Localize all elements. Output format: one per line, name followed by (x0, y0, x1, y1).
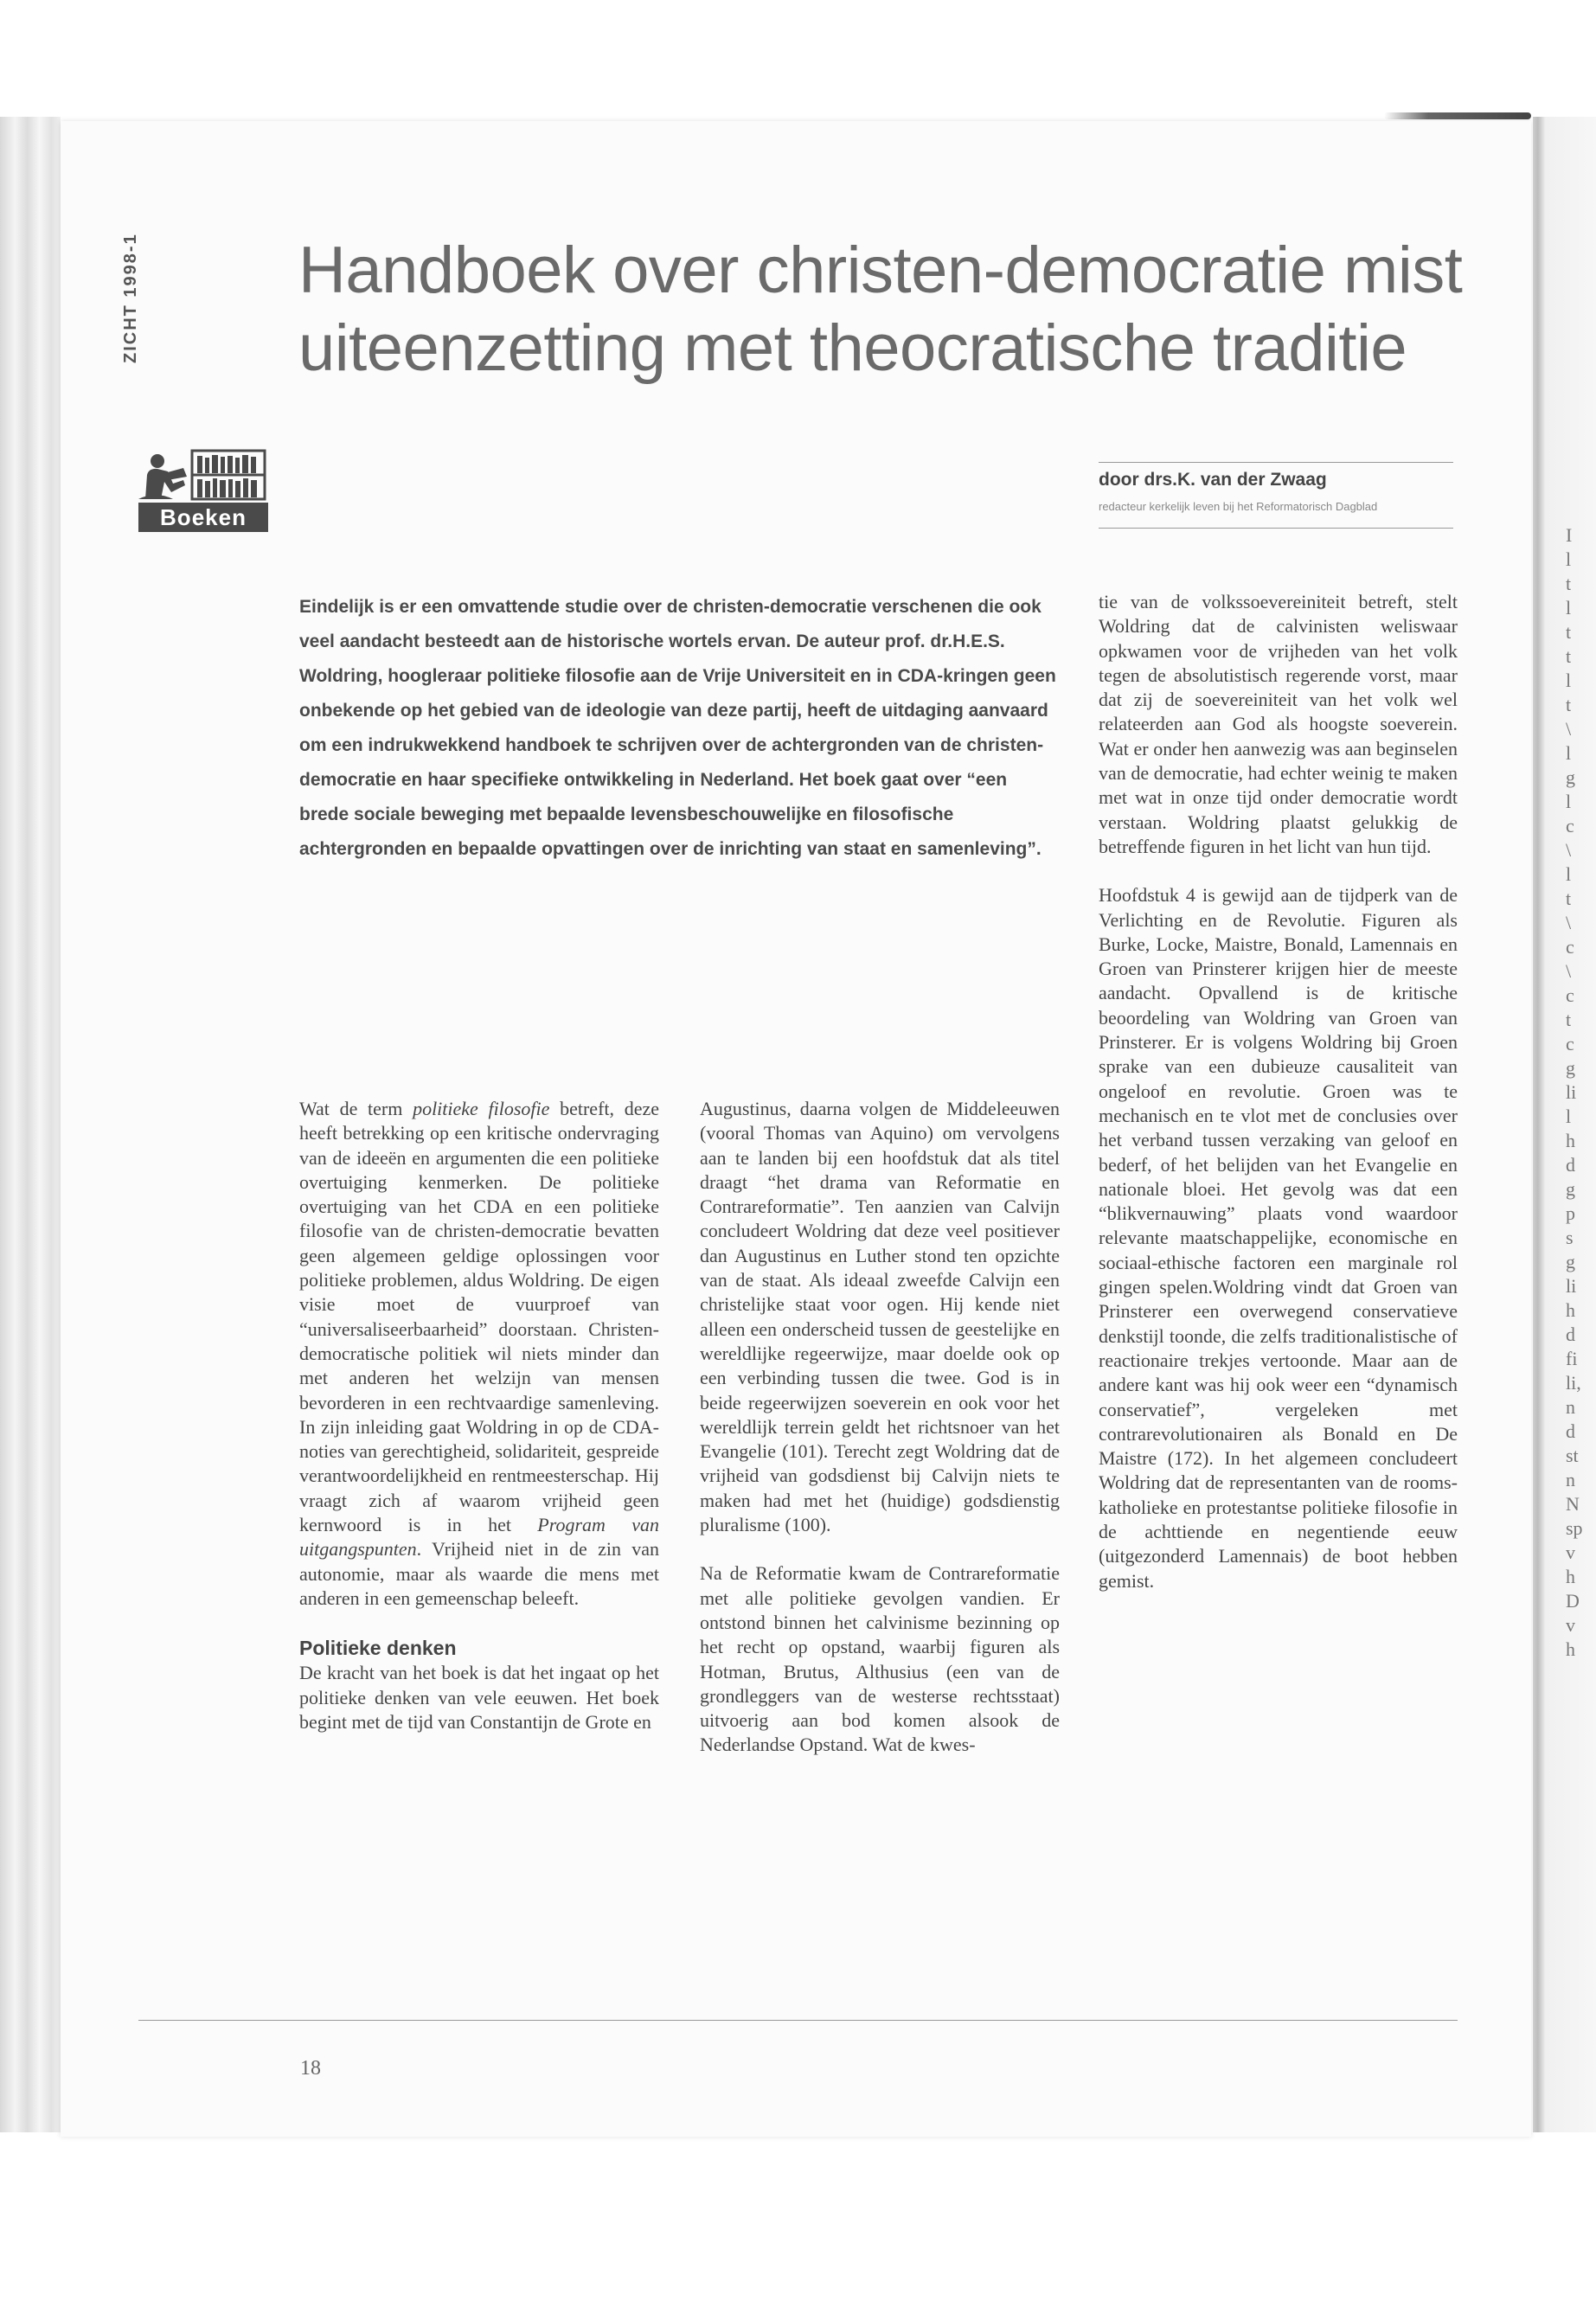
next-page-edge-glyph: \ (1566, 912, 1572, 933)
magazine-issue-tag: ZICHT 1998-1 (121, 233, 140, 363)
byline-author: door drs.K. van der Zwaag (1099, 470, 1327, 490)
next-page-edge-glyph: v (1566, 1614, 1575, 1636)
byline-role: redacteur kerkelijk leven bij het Reformatorisch Dagblad (1099, 500, 1378, 513)
next-page-edge-glyph: d (1566, 1324, 1575, 1345)
next-page-edge-glyph: D (1566, 1590, 1580, 1612)
column-3-paragraph-2: Hoofdstuk 4 is gewijd aan de tijdperk van de Verlichting en de Revolutie. Figuren als Burke, Locke, Maistre, Bonald, Lamennais en Groen van Prinsterer krijgen hier de meeste aandacht. Opvallend is de kritische beoordeling van Woldring van Groen van Prinsterer. Er is volgens Woldring bij Groen sprake van een dubieuze causaliteit van ongeloof en revolutie. Groen was te mechanisch en te vlot met de conclusies over het verband tussen verzaking van geloof en bederf, of het belijden van het Evangelie en nationale bloei. Het gevolg was dat een “blikvernauwing” plaats vond waardoor relevante maatschappelijke, economische en sociaal-ethische factoren een marginale rol gingen spelen.Woldring vindt dat Groen van Prinsterer een overwegend conservatieve denkstijl toonde, die zelfs traditionalistische of reactionaire trekjes vertoonde. Maar aan de andere kant was hij ook weer een “dynamisch conservatief”, vergeleken met contrarevolutionairen als Bonald en De Maistre (172). In het algemeen concludeert Woldring dat de representanten van de rooms-katholieke en protestantse politieke filosofie in de achttiende en negentiende eeuw (uitgezonderd Lamennais) de boot hebben gemist. (1099, 884, 1458, 1592)
text-run: Wat de term (299, 1098, 413, 1119)
article-column-2 (700, 1097, 1060, 1758)
next-page-edge-glyph: t (1566, 621, 1572, 643)
next-page-edge-glyph: h (1566, 1566, 1575, 1587)
next-page-edge-glyph: l (1566, 791, 1572, 812)
next-page-edge-glyph: c (1566, 1033, 1574, 1054)
column-1-paragraph-2: De kracht van het boek is dat het ingaat op het politieke denken van vele eeuwen. Het boek begint met de tijd van Constantijn de Grote en (299, 1662, 659, 1733)
next-page-edge-glyph: t (1566, 694, 1572, 715)
next-page-edge-glyph: s (1566, 1227, 1574, 1248)
next-page-edge-glyph: g (1566, 1178, 1575, 1200)
column-2-paragraph-1: Augustinus, daarna volgen de Middeleeuwen (vooral Thomas van Aquino) om vervolgens aan te landen bij een hoofdstuk dat als titel draagt “het drama van Reformatie en Contrareformatie”. Ten aanzien van Calvijn concludeert Woldring dat deze veel positiever dan Augustinus en Luther stond ten opzichte van de staat. Als ideaal zweefde Calvijn een christelijke staat voor ogen. Hij kende niet alleen een onderscheid tussen de geestelijke en wereldlijke regeerwijze, maar doelde ook op een verbinding tussen die twee. God is in beide regeerwijzen soeverein en ook voor het wereldlijk terrein geldt het richtsnoer van het Evangelie (101). Terecht zegt Woldring dat de vrijheid van godsdienst bij Calvijn niets te maken had met het (huidige) godsdienstig pluralisme (100). (700, 1098, 1060, 1536)
next-page-edge-glyph: h (1566, 1638, 1575, 1660)
next-page-edge-glyph: l (1566, 597, 1572, 619)
reader-bookshelf-icon (138, 445, 268, 503)
article-title-line-2: uiteenzetting met theocratische traditie (298, 311, 1407, 385)
next-page-edge-glyph: c (1566, 984, 1574, 1006)
next-page-edge-glyph: t (1566, 888, 1572, 909)
next-page-edge-glyph: c (1566, 815, 1574, 836)
next-page-edge-glyph: n (1566, 1469, 1575, 1490)
next-page-edge-glyph: t (1566, 1009, 1572, 1030)
next-page-edge-glyph: c (1566, 936, 1574, 958)
footer-rule (138, 2020, 1458, 2021)
next-page-edge-glyph: fi (1566, 1348, 1578, 1369)
next-page-edge-glyph: l (1566, 1106, 1572, 1127)
next-page-edge-glyph: \ (1566, 839, 1572, 861)
article-intro: Eindelijk is er een omvattende studie over de christen-democratie verschenen die ook veel aandacht besteedt aan de historische wortels ervan. De auteur prof. dr.H.E.S. Woldring, hoogleraar politieke filosofie aan de Vrije Universiteit en in CDA-kringen geen onbekende op het gebied van de ideologie van deze partij, heeft de uitdaging aanvaard om een indrukwekkend handboek te schrijven over de achtergronden van de christen-democratie en haar specifieke ontwikkeling in Nederland. Het boek gaat over “een brede sociale beweging met bepaalde levensbeschouwelijke en filosofische achtergronden en bepaalde opvattingen over de inrichting van staat en samenleving”. (299, 597, 1056, 859)
column-1-paragraph-1 (299, 1097, 659, 1611)
next-page-edge-glyph: st (1566, 1445, 1579, 1466)
next-page-edge-glyph: l (1566, 548, 1572, 570)
article-column-1 (299, 1097, 659, 1734)
emphasis-run: Program van uitgangspunten (299, 1514, 660, 1561)
next-page-edge-glyph: \ (1566, 960, 1572, 982)
text-run: . Vrijheid niet in de zin van autonomie, maar als waarde die mens met anderen in een gemeenschap beleeft. (299, 1538, 659, 1609)
article-title-line-1: Handboek over christen-democratie mist (298, 234, 1463, 307)
column-3-paragraph-1: tie van de volkssoevereiniteit betreft, stelt Woldring dat de calvinisten weliswaar opkwamen voor de vrijheden van het volk tegen de absolutistisch regerende vorst, maar dat zij de soevereiniteit van het volk wel relateerden aan God als hoogste soeverein. Wat er onder hen aanwezig was aan beginselen van de democratie, had echter weinig te maken met wat in onze tijd onder democratie wordt verstaan. Woldring plaatst gelukkig de betreffende figuren in het licht van hun tijd. (1099, 591, 1458, 857)
byline-rule-top (1099, 462, 1453, 463)
next-page-edge-glyph: l (1566, 863, 1572, 885)
next-page-edge-glyph: sp (1566, 1517, 1583, 1539)
emphasis-run: politieke filosofie (413, 1098, 550, 1119)
byline-rule-bottom (1099, 528, 1453, 529)
next-page-edge-glyph: d (1566, 1154, 1575, 1176)
book-binding-left (0, 117, 61, 2132)
next-page-edge-text (1566, 523, 1592, 1662)
next-page-edge-glyph: p (1566, 1202, 1575, 1224)
next-page-edge-glyph: t (1566, 645, 1572, 667)
next-page-edge-glyph: v (1566, 1541, 1575, 1563)
next-page-edge-glyph: I (1566, 524, 1573, 546)
next-page-edge-glyph: h (1566, 1299, 1575, 1321)
article-title (298, 232, 1475, 388)
next-page-edge-glyph: N (1566, 1493, 1580, 1515)
next-page-edge-glyph: d (1566, 1420, 1575, 1442)
section-subheading: Politieke denken (299, 1637, 457, 1660)
next-page-edge (1533, 117, 1596, 2132)
boeken-section-label: Boeken (138, 503, 268, 532)
boeken-section-logo (138, 445, 268, 532)
next-page-edge-glyph: l (1566, 742, 1572, 764)
next-page-edge-glyph: li (1566, 1081, 1577, 1103)
next-page-edge-glyph: li (1566, 1275, 1577, 1297)
next-page-edge-glyph: h (1566, 1130, 1575, 1151)
next-page-edge-glyph: g (1566, 766, 1575, 788)
next-page-edge-glyph: \ (1566, 718, 1572, 740)
next-page-edge-glyph: g (1566, 1251, 1575, 1272)
article-column-3 (1099, 590, 1458, 1593)
next-page-edge-glyph: li, (1566, 1372, 1581, 1394)
next-page-edge-glyph: n (1566, 1396, 1575, 1418)
next-page-edge-glyph: g (1566, 1057, 1575, 1079)
next-page-edge-glyph: l (1566, 670, 1572, 691)
next-page-edge-glyph: t (1566, 573, 1572, 594)
text-run: betreft, deze heeft betrekking op een kritische ondervraging van de ideeën en argumenten die een politieke overtuiging kenmerken. De politieke overtuiging van het CDA en een politieke filosofie van de christen-democratie bevatten geen algemeen geldige oplossingen voor politieke problemen, aldus Woldring. De eigen visie moet de vuurproef van “universaliseerbaarheid” doorstaan. Christen-democratische politiek wil niets minder dan met anderen het welzijn van mensen bevorderen in een rechtvaardige samenleving. In zijn inleiding gaat Woldring in op de CDA-noties van gerechtigheid, solidariteit, gespreide verantwoordelijkheid en rentmeesterschap. Hij vraagt zich af waarom vrijheid geen kernwoord is in het (299, 1098, 660, 1536)
page-top-shadow (1384, 112, 1531, 119)
column-2-paragraph-2: Na de Reformatie kwam de Contrareformatie met alle politieke gevolgen vandien. Er ontstond binnen het calvinisme bezinning op het recht op opstand, waarbij figuren als Hotman, Brutus, Althusius (een van de grondleggers van de westerse rechtsstaat) uitvoerig aan bod komen alsook de Nederlandse Opstand. Wat de kwes- (700, 1562, 1060, 1756)
page-number: 18 (300, 2057, 321, 2080)
